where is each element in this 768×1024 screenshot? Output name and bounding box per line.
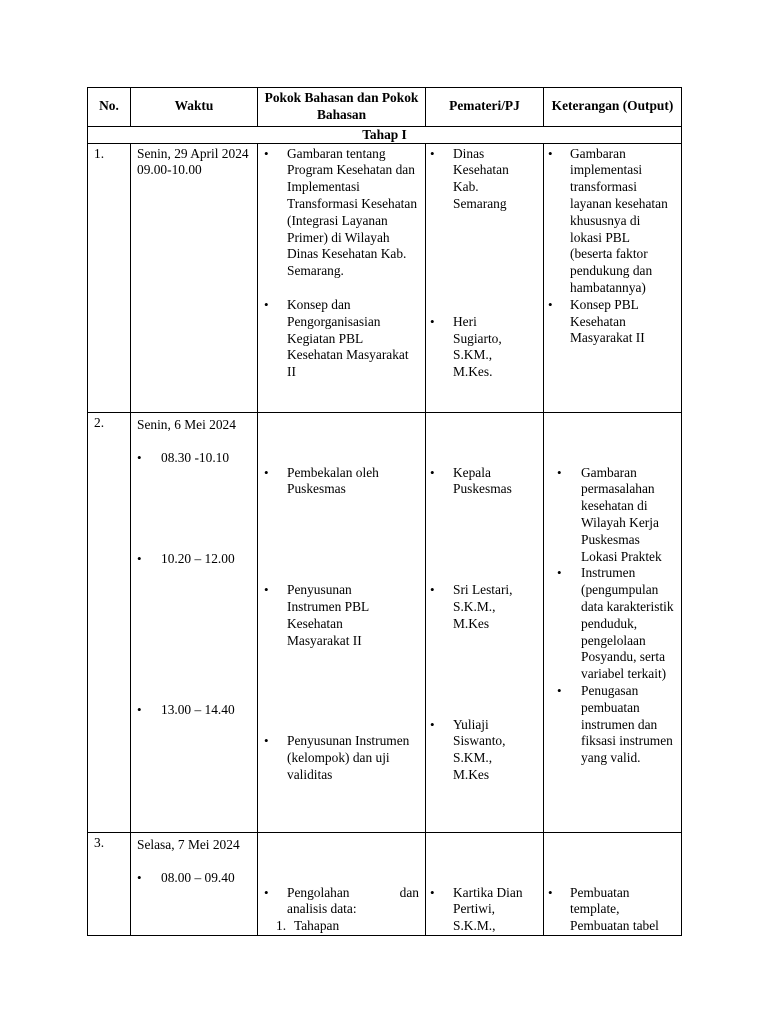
output-item: • Gambaran permasalahan kesehatan di Wilayah Kerja Puskesmas Lokasi Praktek bbox=[544, 465, 681, 566]
table-header-row bbox=[88, 88, 682, 127]
topic-line: analisis data: bbox=[287, 901, 357, 917]
topic-word: • Pengolahan bbox=[287, 884, 350, 900]
speaker-item: • Heri Sugiarto, S.KM., M.Kes. bbox=[426, 314, 543, 381]
row-outputs bbox=[544, 412, 682, 832]
table-row bbox=[88, 832, 682, 935]
table-row bbox=[88, 143, 682, 412]
row-speakers bbox=[426, 412, 544, 832]
row-date: Selasa, 7 Mei 2024 bbox=[137, 836, 240, 852]
row-times bbox=[131, 412, 258, 832]
row-topics bbox=[258, 412, 426, 832]
row-date: Senin, 29 April 2024 09.00-10.00 bbox=[131, 143, 258, 412]
topic-item: • Penyusunan Instrumen PBL Kesehatan Masyarakat II bbox=[258, 582, 425, 649]
speaker-item: • Yuliaji Siswanto, S.KM., M.Kes bbox=[426, 717, 543, 784]
time-item: • 10.20 – 12.00 bbox=[131, 551, 257, 568]
table-row bbox=[88, 412, 682, 832]
header-no: No. bbox=[88, 88, 131, 127]
stage-row bbox=[88, 126, 682, 143]
output-item: • Instrumen (pengumpulan data karakteristik penduduk, pengelolaan Posyandu, serta variabel terkait) bbox=[544, 565, 681, 683]
row-outputs bbox=[544, 143, 682, 412]
row-speakers bbox=[426, 143, 544, 412]
topic-item: • Konsep dan Pengorganisasian Kegiatan PBL Kesehatan Masyarakat II bbox=[258, 297, 425, 381]
stage-label: Tahap I bbox=[88, 126, 682, 143]
output-item: • Pembuatan template, Pembuatan tabel bbox=[544, 885, 681, 935]
topic-item: • Pembekalan oleh Puskesmas bbox=[258, 465, 425, 499]
topic-item: • Penyusunan Instrumen (kelompok) dan uji validitas bbox=[258, 733, 425, 783]
output-item: • Konsep PBL Kesehatan Masyarakat II bbox=[544, 297, 681, 347]
header-waktu: Waktu bbox=[131, 88, 258, 127]
speaker-item: • Dinas Kesehatan Kab. Semarang bbox=[426, 146, 543, 213]
output-item: • Gambaran implementasi transformasi layanan kesehatan khususnya di lokasi PBL (beserta faktor pendukung dan hambatannya) bbox=[544, 146, 681, 297]
topic-subitem bbox=[258, 918, 425, 935]
row-date: Senin, 6 Mei 2024 bbox=[137, 416, 236, 432]
speaker-item: • Kartika Dian Pertiwi, S.K.M., bbox=[426, 885, 543, 935]
topic-item bbox=[258, 885, 425, 919]
topic-subitem-number: 1. bbox=[276, 918, 287, 934]
row-outputs bbox=[544, 832, 682, 935]
topic-word: dan bbox=[399, 884, 419, 900]
time-item: • 08.30 -10.10 bbox=[131, 450, 257, 467]
speaker-item: • Kepala Puskesmas bbox=[426, 465, 543, 499]
schedule-table bbox=[87, 87, 682, 936]
row-number: 1. bbox=[88, 143, 131, 412]
topic-subitem-label: Tahapan bbox=[294, 918, 340, 934]
time-item: • 08.00 – 09.40 bbox=[131, 870, 257, 887]
row-topics bbox=[258, 143, 426, 412]
row-number: 2. bbox=[88, 412, 131, 832]
row-speakers bbox=[426, 832, 544, 935]
time-item: • 13.00 – 14.40 bbox=[131, 702, 257, 719]
row-topics bbox=[258, 832, 426, 935]
speaker-item: • Sri Lestari, S.K.M., M.Kes bbox=[426, 582, 543, 632]
topic-item: • Gambaran tentang Program Kesehatan dan Implementasi Transformasi Kesehatan (Integrasi Layanan Primer) di Wilayah Dinas Kesehatan Kab. Semarang. bbox=[258, 146, 425, 280]
output-item: • Penugasan pembuatan instrumen dan fiksasi instrumen yang valid. bbox=[544, 683, 681, 767]
header-pemateri: Pemateri/PJ bbox=[426, 88, 544, 127]
header-pokok-bahasan: Pokok Bahasan dan Pokok Bahasan bbox=[258, 88, 426, 127]
row-times bbox=[131, 832, 258, 935]
header-keterangan: Keterangan (Output) bbox=[544, 88, 682, 127]
row-number: 3. bbox=[88, 832, 131, 935]
